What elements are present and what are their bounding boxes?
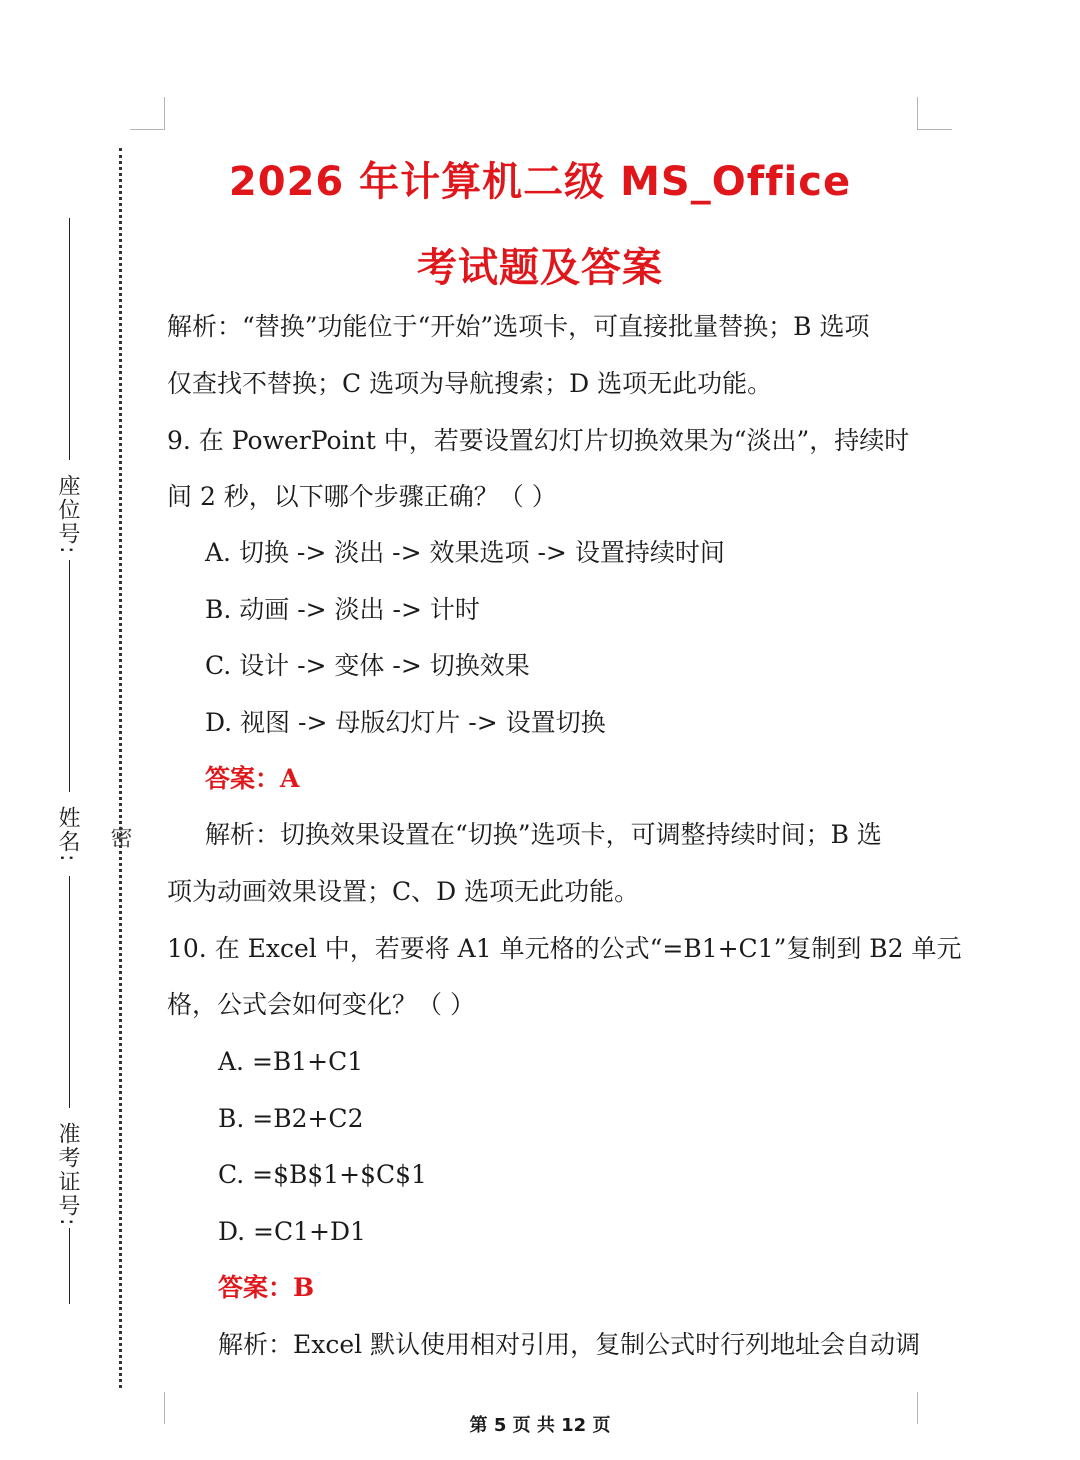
crop-mark-top-right-v — [917, 97, 918, 130]
q9-stem-line2: 间 2 秒，以下哪个步骤正确？（ ） — [167, 482, 557, 511]
page-title-line1: 2026 年计算机二级 MS_Office — [228, 159, 852, 205]
page-number-footer: 第 5 页 共 12 页 — [469, 1415, 611, 1436]
page-title-line2: 考试题及答案 — [417, 245, 663, 291]
q10-answer: 答案：B — [218, 1273, 315, 1302]
q9-option-b: B. 动画 -> 淡出 -> 计时 — [205, 595, 480, 624]
q10-option-a: A. =B1+C1 — [218, 1047, 364, 1076]
q9-explanation-line2: 项为动画效果设置；C、D 选项无此功能。 — [167, 877, 640, 906]
name-rule-bottom — [69, 876, 70, 1108]
seat-rule-bottom — [69, 560, 70, 792]
exam-id-rule-bottom — [69, 1228, 70, 1304]
q10-option-c: C. =$B$1+$C$1 — [218, 1160, 427, 1189]
binding-dotted-line — [119, 148, 122, 1388]
q9-explanation-line1: 解析：切换效果设置在“切换”选项卡，可调整持续时间；B 选 — [205, 820, 882, 849]
q10-option-d: D. =C1+D1 — [218, 1217, 366, 1246]
crop-mark-top-right-h — [917, 129, 952, 130]
q9-answer: 答案：A — [205, 764, 300, 793]
seal-char: 密 — [107, 826, 132, 848]
q9-option-d: D. 视图 -> 母版幻灯片 -> 设置切换 — [205, 708, 606, 737]
q8-explanation-line1: 解析：“替换”功能位于“开始”选项卡，可直接批量替换；B 选项 — [167, 312, 870, 341]
q8-explanation-line2: 仅查找不替换；C 选项为导航搜索；D 选项无此功能。 — [167, 369, 773, 398]
exam-id-label: 准考证号: — [55, 1122, 80, 1228]
q9-stem-line1: 9. 在 PowerPoint 中，若要设置幻灯片切换效果为“淡出”，持续时 — [167, 426, 910, 455]
q10-stem-line2: 格，公式会如何变化？（ ） — [167, 990, 475, 1019]
name-label: 姓名: — [55, 806, 80, 864]
q10-stem-line1: 10. 在 Excel 中，若要将 A1 单元格的公式“=B1+C1”复制到 B2 单元 — [167, 934, 962, 963]
q10-option-b: B. =B2+C2 — [218, 1104, 364, 1133]
q9-option-c: C. 设计 -> 变体 -> 切换效果 — [205, 651, 530, 680]
q10-explanation-line1: 解析：Excel 默认使用相对引用，复制公式时行列地址会自动调 — [218, 1330, 921, 1359]
crop-mark-top-left-h — [130, 129, 165, 130]
crop-mark-top-left-v — [164, 97, 165, 130]
q9-option-a: A. 切换 -> 淡出 -> 效果选项 -> 设置持续时间 — [205, 538, 725, 567]
seat-label: 座位号: — [55, 474, 80, 556]
